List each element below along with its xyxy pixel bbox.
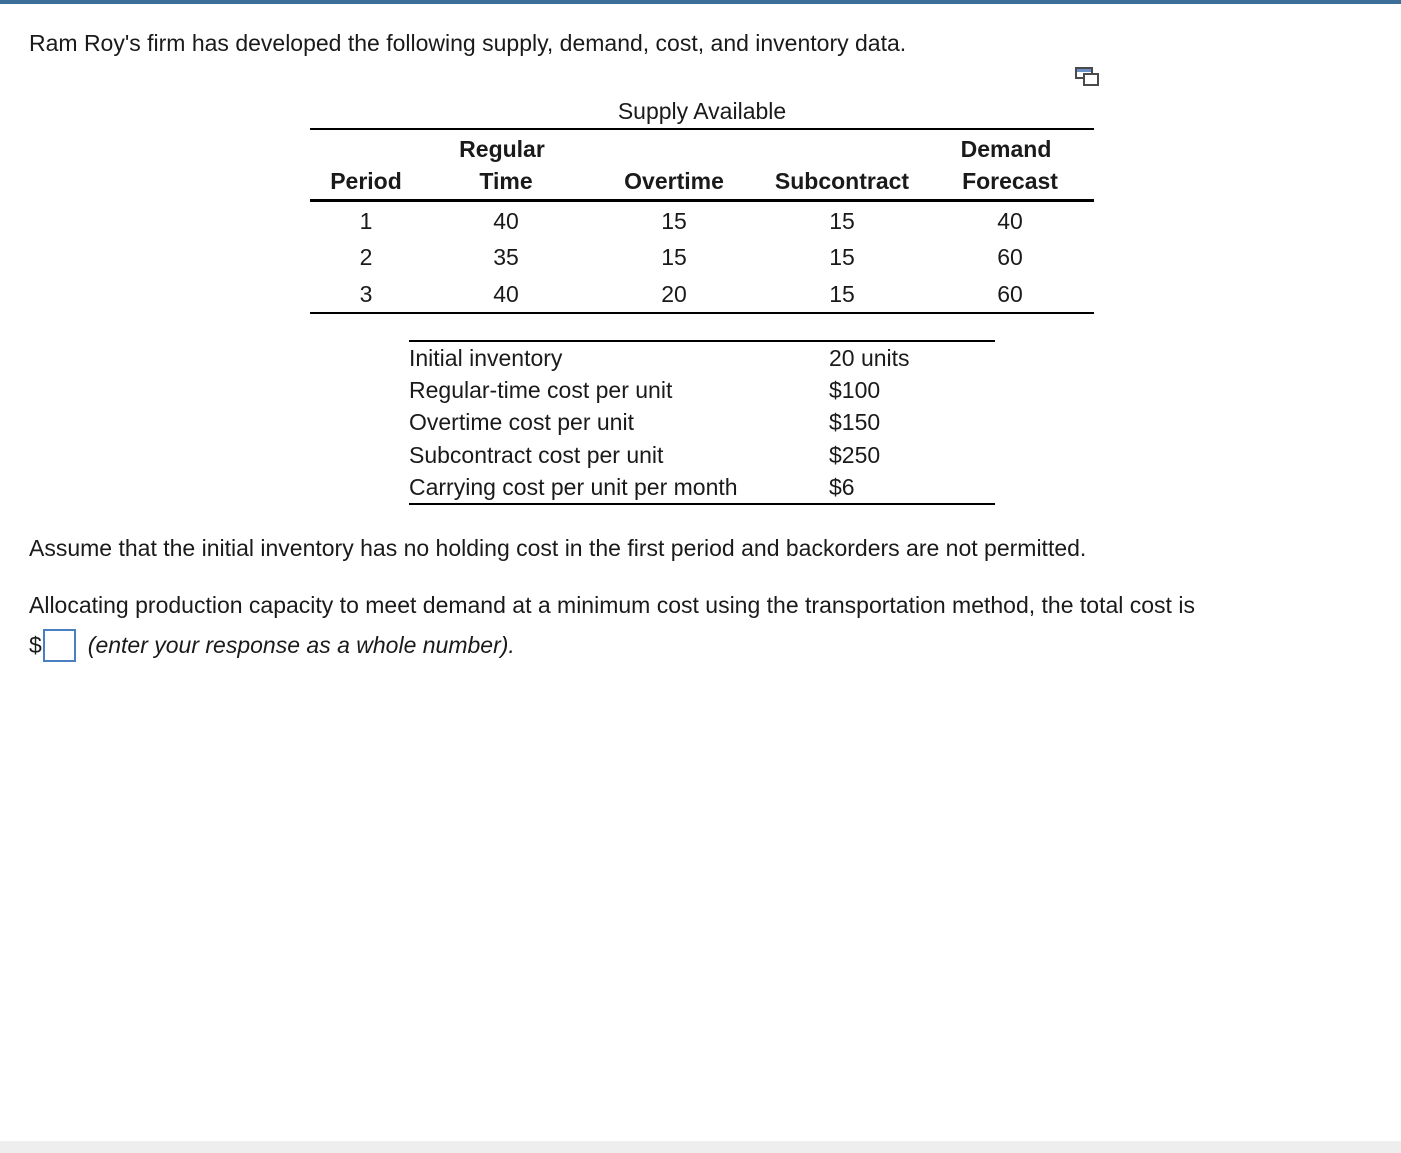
cost-value: $150 [829, 409, 881, 435]
table-bottom-rule [310, 312, 1094, 314]
cell-overtime: 15 [661, 208, 687, 234]
answer-hint: (enter your response as a whole number). [87, 631, 515, 658]
cost-value: $6 [829, 474, 855, 500]
copy-to-clipboard-icon[interactable] [1074, 66, 1100, 88]
cost-label: Subcontract cost per unit [409, 442, 664, 468]
currency-symbol: $ [29, 631, 42, 658]
cell-period: 2 [359, 244, 373, 270]
total-cost-answer-input[interactable] [43, 629, 76, 662]
question-prompt: Allocating production capacity to meet demand at a minimum cost using the transportation method, the total cost is [29, 592, 1195, 618]
supply-available-header: Supply Available [617, 98, 787, 124]
cell-subcontract: 15 [829, 244, 855, 270]
header-rule [310, 199, 1094, 202]
answer-row [29, 627, 515, 663]
top-accent-bar [0, 0, 1401, 4]
cell-regular: 35 [493, 244, 519, 270]
cell-demand: 60 [997, 281, 1023, 307]
cost-value: $250 [829, 442, 881, 468]
cost-value: $100 [829, 377, 881, 403]
cell-period: 1 [359, 208, 373, 234]
header-period: Period [330, 168, 402, 194]
cost-table-bottom-rule [409, 503, 995, 505]
header-demand-line2: Forecast [962, 168, 1058, 194]
cell-overtime: 15 [661, 244, 687, 270]
header-regular-line2: Time [479, 168, 533, 194]
cell-period: 3 [359, 281, 373, 307]
cost-label: Initial inventory [409, 345, 563, 371]
cell-demand: 40 [997, 208, 1023, 234]
header-demand-line1: Demand [960, 136, 1052, 162]
cost-label: Regular-time cost per unit [409, 377, 673, 403]
cost-value: 20 units [829, 345, 910, 371]
header-overtime: Overtime [624, 168, 724, 194]
cell-overtime: 20 [661, 281, 687, 307]
intro-text: Ram Roy's firm has developed the following supply, demand, cost, and inventory data. [29, 30, 907, 56]
cell-regular: 40 [493, 208, 519, 234]
header-regular-line1: Regular [459, 136, 545, 162]
cost-label: Carrying cost per unit per month [409, 474, 738, 500]
table-top-rule [310, 128, 1094, 130]
cell-demand: 60 [997, 244, 1023, 270]
header-subcontract: Subcontract [774, 168, 910, 194]
assumption-text: Assume that the initial inventory has no holding cost in the first period and backorders are not permitted. [29, 535, 1087, 561]
bottom-scroll-area [0, 1141, 1401, 1153]
cell-regular: 40 [493, 281, 519, 307]
cost-label: Overtime cost per unit [409, 409, 634, 435]
cell-subcontract: 15 [829, 281, 855, 307]
cell-subcontract: 15 [829, 208, 855, 234]
